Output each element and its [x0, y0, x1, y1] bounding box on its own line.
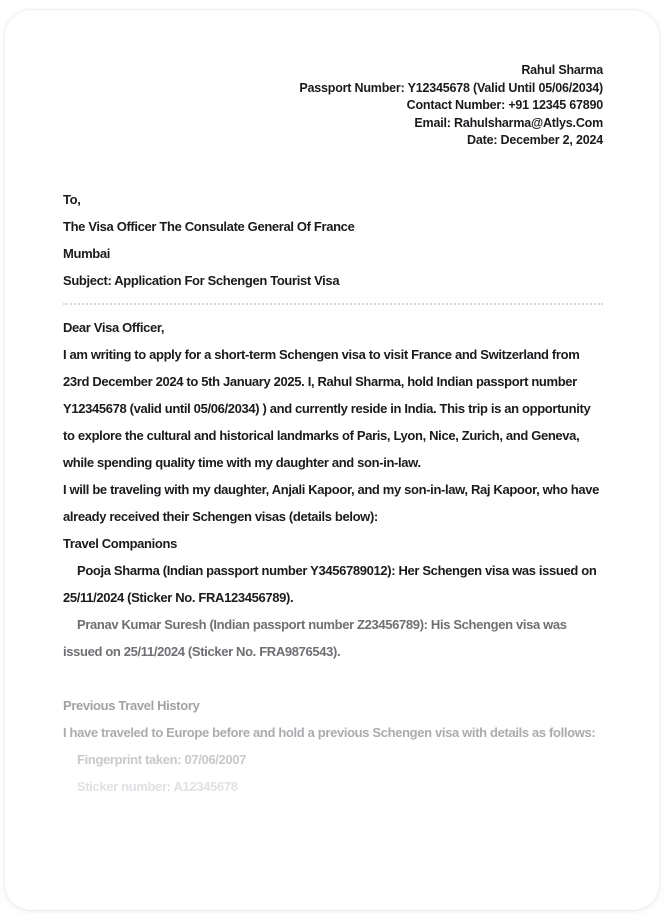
recipient-city: Mumbai [63, 245, 111, 261]
history-intro: I have traveled to Europe before and hold a previous Schengen visa with details as follows: [63, 724, 596, 740]
companion-entry-pranav: Pranav Kumar Suresh (Indian passport number Z23456789): His Schengen visa was issued on 25/11/2024 (Sticker No. FRA9876543). [63, 616, 567, 659]
sender-header [63, 62, 603, 150]
paragraph-trip-details: I am writing to apply for a short-term Schengen visa to visit France and Switzerland from 23rd December 2024 to 5th January 2025. I, Rahul Sharma, hold Indian passport number Y12345678 (valid until 05/06/2034) ) and currently reside in India. This trip is an opportunity to explore the cultural and historical landmarks of Paris, Lyon, Nice, Zurich, and Geneva, while spending quality time with my daughter and son-in-law. [63, 346, 591, 470]
paragraph-companions-intro: I will be traveling with my daughter, Anjali Kapoor, and my son-in-law, Raj Kapoor, who have already received their Schengen visas (details below): [63, 481, 600, 524]
history-sticker-line: Sticker number: A12345678 [77, 778, 238, 794]
subject-line: Subject: Application For Schengen Tourist Visa [63, 272, 340, 288]
recipient-block [63, 186, 603, 294]
previous-travel-history-section [63, 692, 603, 800]
sender-contact-line: Contact Number: +91 12345 67890 [406, 98, 603, 112]
companion-entry-pooja: Pooja Sharma (Indian passport number Y3456789012): Her Schengen visa was issued on 25/11/2024 (Sticker No. FRA123456789). [63, 562, 597, 605]
history-heading: Previous Travel History [63, 697, 200, 713]
greeting-line: Dear Visa Officer, [63, 319, 165, 335]
travel-companions-heading: Travel Companions [63, 535, 177, 551]
letter-date-line: Date: December 2, 2024 [467, 133, 603, 147]
sender-email-line: Email: Rahulsharma@Atlys.Com [414, 115, 603, 130]
section-divider [63, 303, 603, 305]
to-line: To, [63, 191, 81, 207]
letter-body [63, 314, 603, 800]
visa-letter-document [5, 10, 659, 910]
sender-name: Rahul Sharma [521, 63, 603, 77]
sender-passport-line: Passport Number: Y12345678 (Valid Until 05/06/2034) [299, 80, 603, 95]
recipient-office-line: The Visa Officer The Consulate General Of France [63, 218, 355, 234]
history-fingerprint-line: Fingerprint taken: 07/06/2007 [77, 751, 247, 767]
